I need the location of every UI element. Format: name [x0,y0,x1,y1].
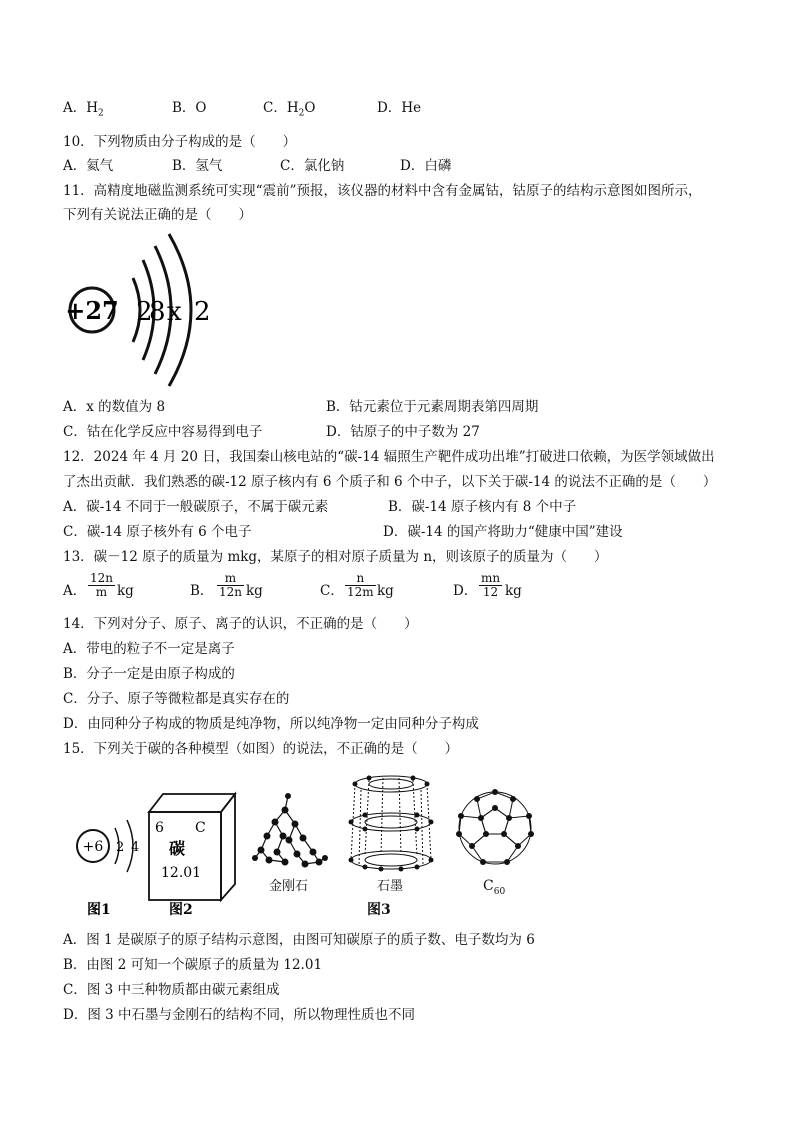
q9-option-b: B．O [172,100,207,116]
graphite-label: 石墨 [377,879,404,894]
c60-label: $C_{60}$ [483,878,506,897]
shell-1-count: 2 [136,297,153,327]
q12-option-a: A．碳-14 不同于一般碳原子，不属于碳元素 [63,499,329,515]
q12-option-c: C．碳-14 原子核外有 6 个电子 [63,524,252,540]
q11-option-a: A．x 的数值为 8 [63,399,166,415]
cobalt-atom-diagram [63,230,218,390]
q14-option-d: D．由同种分子构成的物质是纯净物，所以纯净物一定由同种分子构成 [63,716,479,732]
fig2-atomic-number: 6 [155,820,164,836]
q15-stem: 15．下列关于碳的各种模型（如图）的说法，不正确的是（ ） [63,741,459,757]
q14-option-c: C．分子、原子等微粒都是真实存在的 [63,691,290,707]
q12-stem-line2: 了杰出贡献．我们熟悉的碳-12 原子核内有 6 个质子和 6 个中子，以下关于碳-14 的说法不正确的是（ ） [63,474,717,490]
q10-option-a: A．氦气 [63,158,114,174]
fig2-mass: 12.01 [161,865,202,881]
fig2-symbol: C [195,820,206,836]
q11-option-c: C．钴在化学反应中容易得到电子 [63,424,263,440]
q11-option-b: B．钴元素位于元素周期表第四周期 [326,399,539,415]
graphite-structure [349,776,434,919]
q14-option-b: B．分子一定是由原子构成的 [63,666,235,682]
diamond-structure [252,793,328,894]
q11-stem-line1: 11．高精度地磁监测系统可实现“震前”预报，该仪器的材料中含有金属钴，钴原子的结构示意图如图所示， [63,183,702,199]
q13-option-c-fraction: $\frac{n}{12m}$ [347,571,374,599]
q15-option-c: C．图 3 中三种物质都由碳元素组成 [63,982,280,998]
q12-option-b: B．碳-14 原子核内有 8 个中子 [388,499,577,515]
q15-option-a: A．图 1 是碳原子的原子结构示意图，由图可知碳原子的质子数、电子数均为 6 [63,932,535,948]
q13-option-d-fraction: $\frac{mn}{12}$ [481,571,501,599]
fig2-caption: 图2 [169,902,193,918]
fig1-nucleus-label: +6 [82,839,104,855]
nucleus-label: +27 [65,296,119,325]
q13-option-c-label: C． [320,583,344,599]
q10-option-c: C．氯化钠 [280,158,345,174]
q15-option-d: D．图 3 中石墨与金刚石的结构不同，所以物理性质也不同 [63,1007,415,1023]
q13-option-b-fraction: $\frac{m}{12n}$ [219,571,242,599]
q13-option-b-unit: kg [246,583,263,599]
fig2-element-cell [149,794,235,918]
shell-3-count: x [167,297,182,327]
fig3-caption: 图3 [367,902,391,918]
q12-option-d: D．碳-14 的国产将助力“健康中国”建设 [383,524,623,540]
c60-structure [456,789,534,897]
fig2-name: 碳 [169,839,186,858]
q13-option-a-label: A． [63,583,87,599]
q13-option-d-unit: kg [505,583,522,599]
q10-option-d: D．白磷 [400,158,452,174]
diamond-label: 金刚石 [269,879,309,894]
q14-stem: 14．下列对分子、原子、离子的认识，不正确的是（ ） [63,616,418,632]
q9-option-a: A．$H_2$ [63,100,104,119]
fig1-caption: 图1 [87,902,111,918]
q13-option-c-unit: kg [377,583,394,599]
q10-option-b: B．氢气 [172,158,223,174]
q13-option-d-label: D． [453,583,478,599]
q13-option-b-label: B． [190,583,214,599]
q15-option-b: B．由图 2 可知一个碳原子的质量为 12.01 [63,957,323,973]
q11-stem-line2: 下列有关说法正确的是（ ） [63,207,252,223]
q14-option-a: A．带电的粒子不一定是离子 [63,641,235,657]
carbon-models-figure [63,766,543,921]
q13-option-a-fraction: $\frac{12n}{m}$ [90,571,113,599]
q13-option-a-unit: kg [117,583,134,599]
q9-option-d: D．He [377,100,422,116]
q9-option-c: C．$H_2O$ [263,100,316,119]
q12-stem-line1: 12．2024 年 4 月 20 日，我国秦山核电站的“碳-14 辐照生产靶件成功出堆”打破进口依赖，为医学领域做出 [63,449,715,465]
q13-stem: 13．碳－12 原子的质量为 mkg，某原子的相对原子质量为 n，则该原子的质量为（ ） [63,549,608,565]
fig1-shell-2-count: 4 [131,840,140,855]
fig1-carbon-atom [77,820,139,918]
q10-stem: 10．下列物质由分子构成的是（ ） [63,134,297,150]
shell-4-count: 2 [194,297,211,327]
fig1-shell-1-count: 2 [116,840,125,855]
q11-option-d: D．钴原子的中子数为 27 [326,424,480,440]
shell-2-count: 8 [149,297,166,327]
